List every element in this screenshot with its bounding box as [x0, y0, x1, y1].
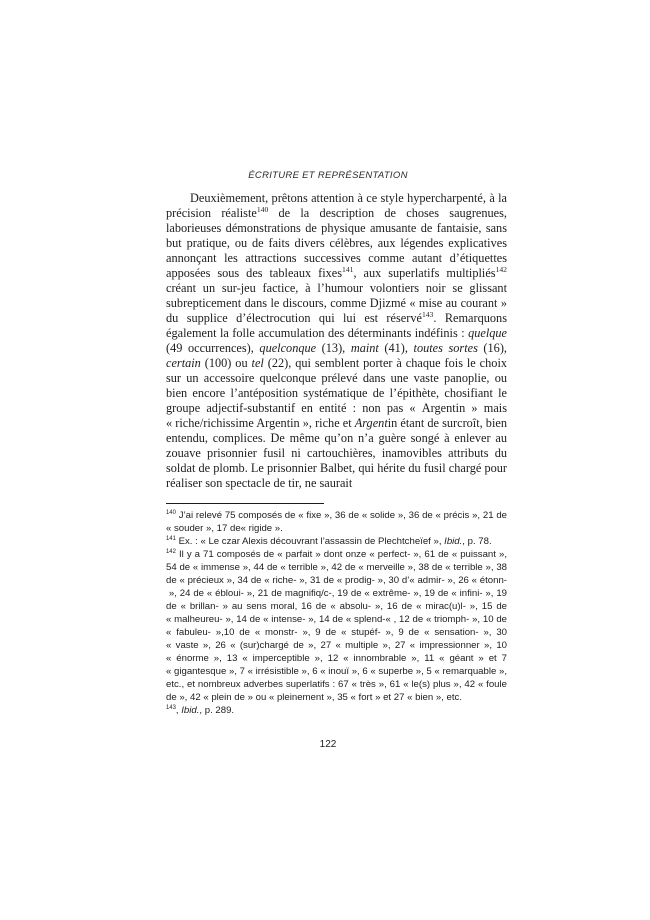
footnotes-section	[166, 509, 507, 717]
footnote-143: $^{143}$, Ibid., p. 289.	[166, 704, 235, 716]
running-header: ÉCRITURE ET REPRÉSENTATION	[248, 170, 408, 181]
footnote-marker-140: 140	[166, 509, 176, 516]
page-number: 122	[319, 739, 337, 750]
footnote-marker-143: 143	[166, 704, 176, 711]
footnote-142: $^{142}$ Il y a 71 composés de « parfait » dont onze « perfect- », 61 de « puissant », 54 de « immense », 44 de « terrible », 42 de « merveille », 38 de « terrible », 38 de « précieux », 34 de « riche- », 31 de « prodig- », 30 d’« admir- », 26 « étonn- », 24 de « ébloui- », 21 de magnifiq/c-, 19 de « extrême- », 19 de « infini- », 19 de « brillan- » au sens moral, 16 de « absolu- », 16 de « mirac(u)l- », 15 de « malheureu- », 14 de « intense- », 14 de « splend-« , 12 de « triomph- », 10 de « fabuleu- »,10 de « monstr- », 9 de « stupéf- », 9 de « sensation- », 30 « vaste », 26 « (sur)chargé de », 27 « multiple », 27 « impressionner », 10 « énorme », 13 « imperceptible », 12 « innombrable », 11 « géant » et 7 « gigantesque », 7 « irrésistible », 6 « inouï », 6 « superbe », 5 « remarquable », etc., et nombreux adverbes superlatifs : 67 « très », 61 « le(s) plus », 42 « foule de », 42 « plein de » ou « pleinement », 35 « fort » et 27 « bien », etc.	[166, 548, 507, 703]
footnote-141: $^{141}$ Ex. : « Le czar Alexis découvrant l’assassin de Plechtcheïef », Ibid., p. 78.	[166, 535, 492, 547]
body-paragraph: Deuxièmement, prêtons attention à ce style hypercharpenté, à la précision réaliste$^{140}$ de la description de choses saugrenues, laborieuses démonstrations de physique amusante de fantaisie, sans but pratique, ou de faits divers célèbres, aux légendes explicatives annonçant les attractions successives comme autant d’étiquettes apposées sous des tableaux fixes$^{141}$, aux superlatifs multipliés$^{142}$ créant un sur-jeu factice, à l’humour volontiers noir se glissant subrepticement dans le discours, comme Djizmé « mise au courant » du supplice d’électrocution qui lui est réservé$^{143}$. Remarquons également la folle accumulation des déterminants indéfinis : quelque (49 occurrences), quelconque (13), maint (41), toutes sortes (16), certain (100) ou tel (22), qui semblent porter à chaque fois le choix sur un accessoire quelconque prélevé dans une vaste panoplie, ou bien encore l’antéposition systématique de l’épithète, chosifiant le groupe adjectif-substantif en entité : non pas « Argentin » mais « riche/richissime Argentin », riche et Argentin étant de surcroît, bien entendu, complices. De même qu’on n’a guère songé à enlever au zouave prisonnier fusil ni cartouchières, inamovibles attributs du soldat de plomb. Le prisonnier Balbet, qui hérite du fusil chargé pour réaliser son spectacle de tir, ne saurait	[166, 191, 508, 490]
footnote-ref-141: 141	[342, 264, 354, 274]
footnote-separator	[166, 503, 324, 504]
footnote-140: $^{140}$ J’ai relevé 75 composés de « fixe », 36 de « solide », 36 de « précis », 21 de « souder », 17 de« rigide ».	[166, 509, 507, 534]
footnote-marker-141: 141	[166, 535, 176, 542]
footnote-ref-140: 140	[256, 204, 269, 214]
footnote-ref-142: 142	[495, 264, 507, 274]
footnote-ref-143: 143	[421, 309, 434, 319]
footnote-marker-142: 142	[166, 548, 176, 555]
